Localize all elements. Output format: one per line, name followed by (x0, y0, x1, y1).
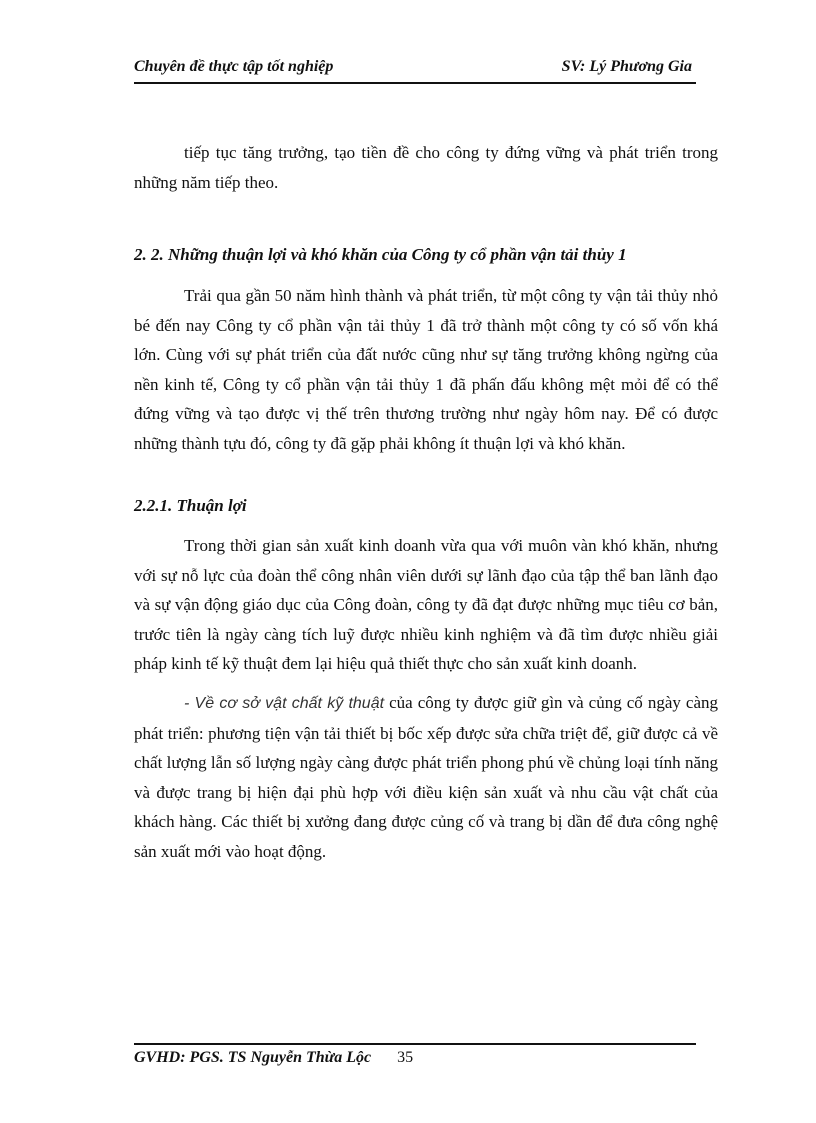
paragraph-facility (134, 688, 718, 866)
paragraph-continuation (134, 138, 718, 197)
header-student-name: SV: Lý Phương Gia (561, 58, 692, 75)
paragraph-text: tiếp tục tăng trưởng, tạo tiền đề cho công ty đứng vững và phát triển trong những năm tiếp theo. (134, 143, 718, 192)
facility-rest-text: của công ty được giữ gìn và củng cố ngày càng phát triển: phương tiện vận tải thiết bị bốc xếp được sửa chữa triệt để, giữ được cả về chất lượng lẫn số lượng ngày càng được phát triển phong phú về chủng loại tính năng và được trang bị hiện đại phù hợp với điều kiện sản xuất và nhu cầu vật chất của khách hàng. Các thiết bị xưởng đang được củng cố và trang bị dần để đưa công nghệ sản xuất mới vào hoạt động. (134, 693, 718, 861)
paragraph-text: Trải qua gần 50 năm hình thành và phát triển, từ một công ty vận tải thủy nhỏ bé đến nay Công ty cổ phần vận tải thủy 1 đã trở thành một công ty có số vốn khá lớn. Cùng với sự phát triển của đất nước cũng như sự tăng trưởng không ngừng của nền kinh tế, Công ty cổ phần vận tải thủy 1 đã phấn đấu không mệt mỏi để có thể đứng vững và tạo được vị thế trên thương trường như ngày hôm nay. Để có được những thành tựu đó, công ty đã gặp phải không ít thuận lợi và khó khăn. (134, 286, 718, 453)
page-footer (134, 1043, 696, 1067)
page-number: 35 (397, 1049, 414, 1066)
section-heading-2-2: 2. 2. Những thuận lợi và khó khăn của Công ty cổ phần vận tải thủy 1 (134, 245, 627, 264)
paragraph-text (134, 688, 718, 866)
section-heading-2-2-1: 2.2.1. Thuận lợi (134, 496, 247, 515)
paragraph-advantage (134, 531, 718, 679)
header-document-title: Chuyên đề thực tập tốt nghiệp (134, 58, 334, 75)
facility-lead-phrase: - Về cơ sở vật chất kỹ thuật (184, 695, 385, 712)
paragraph-text: Trong thời gian sản xuất kinh doanh vừa qua với muôn vàn khó khăn, nhưng với sự nỗ lực của đoàn thể công nhân viên dưới sự lãnh đạo của tập thể ban lãnh đạo và sự vận động giáo dục của Công đoàn, công ty đã đạt được những mục tiêu cơ bản, trước tiên là ngày càng tích luỹ được nhiều kinh nghiệm và đã tìm được nhiều giải pháp kinh tế kỹ thuật đem lại hiệu quả thiết thực cho sản xuất kinh doanh. (134, 536, 718, 673)
footer-advisor: GVHD: PGS. TS Nguyễn Thừa Lộc (134, 1049, 372, 1066)
page-header (134, 58, 696, 84)
paragraph-intro (134, 281, 718, 458)
